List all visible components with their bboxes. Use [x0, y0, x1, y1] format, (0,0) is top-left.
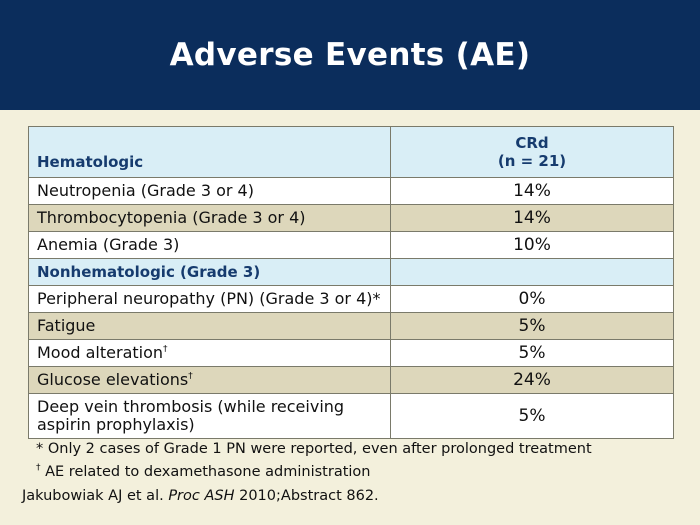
row-label: Neutropenia (Grade 3 or 4): [29, 178, 391, 205]
nonhematologic-header: Nonhematologic (Grade 3): [29, 259, 391, 286]
row-label-text: Mood alteration: [37, 343, 164, 362]
table-row: [29, 178, 674, 205]
table-row: [29, 394, 674, 439]
footnote-mark: †: [163, 344, 168, 355]
citation: [22, 488, 379, 504]
row-value: 10%: [391, 232, 674, 259]
row-label-text: Peripheral neuropathy (PN) (Grade 3 or 4): [37, 289, 373, 308]
dagger-mark: †: [36, 463, 41, 473]
citation-rest: 2010;Abstract 862.: [234, 488, 379, 504]
footnotes: [36, 440, 592, 482]
table-header-row: [29, 127, 674, 178]
row-value: 14%: [391, 178, 674, 205]
row-label-text: Glucose elevations: [37, 370, 189, 389]
row-label: Anemia (Grade 3): [29, 232, 391, 259]
hematologic-header: Hematologic: [29, 127, 391, 178]
row-value: 0%: [391, 286, 674, 313]
table-row: [29, 205, 674, 232]
table-row: [29, 232, 674, 259]
footnote-mark: †: [188, 371, 193, 382]
citation-authors: Jakubowiak AJ et al.: [22, 488, 169, 504]
row-value: 24%: [391, 367, 674, 394]
adverse-events-table: [28, 126, 674, 439]
table-row: [29, 367, 674, 394]
row-label: [29, 313, 391, 340]
star-text: Only 2 cases of Grade 1 PN were reported, even after prolonged treatment: [43, 441, 592, 457]
row-label: [29, 367, 391, 394]
footnote-star: [36, 440, 592, 459]
star-mark: *: [36, 441, 44, 457]
footnote-mark: *: [372, 289, 381, 308]
page-title: Adverse Events (AE): [169, 37, 531, 73]
crd-label: CRd: [515, 134, 549, 152]
row-label: [29, 394, 391, 439]
title-banner: [0, 0, 700, 110]
row-value: 5%: [391, 340, 674, 367]
section-empty-cell: [391, 259, 674, 286]
table-row: [29, 340, 674, 367]
row-label-text: Deep vein thrombosis (while receiving aspirin prophylaxis): [37, 397, 345, 434]
crd-column-header: [391, 127, 674, 178]
row-label: [29, 286, 391, 313]
table-row: [29, 313, 674, 340]
row-label-text: Fatigue: [37, 316, 96, 335]
dagger-text: AE related to dexamethasone administration: [40, 463, 371, 480]
row-value: 5%: [391, 394, 674, 439]
row-label: Thrombocytopenia (Grade 3 or 4): [29, 205, 391, 232]
citation-journal: Proc ASH: [168, 488, 235, 504]
row-value: 14%: [391, 205, 674, 232]
footnote-dagger: [36, 459, 592, 482]
crd-n-label: (n = 21): [497, 152, 567, 170]
row-value: 5%: [391, 313, 674, 340]
row-label: [29, 340, 391, 367]
section-header-row: [29, 259, 674, 286]
table-row: [29, 286, 674, 313]
